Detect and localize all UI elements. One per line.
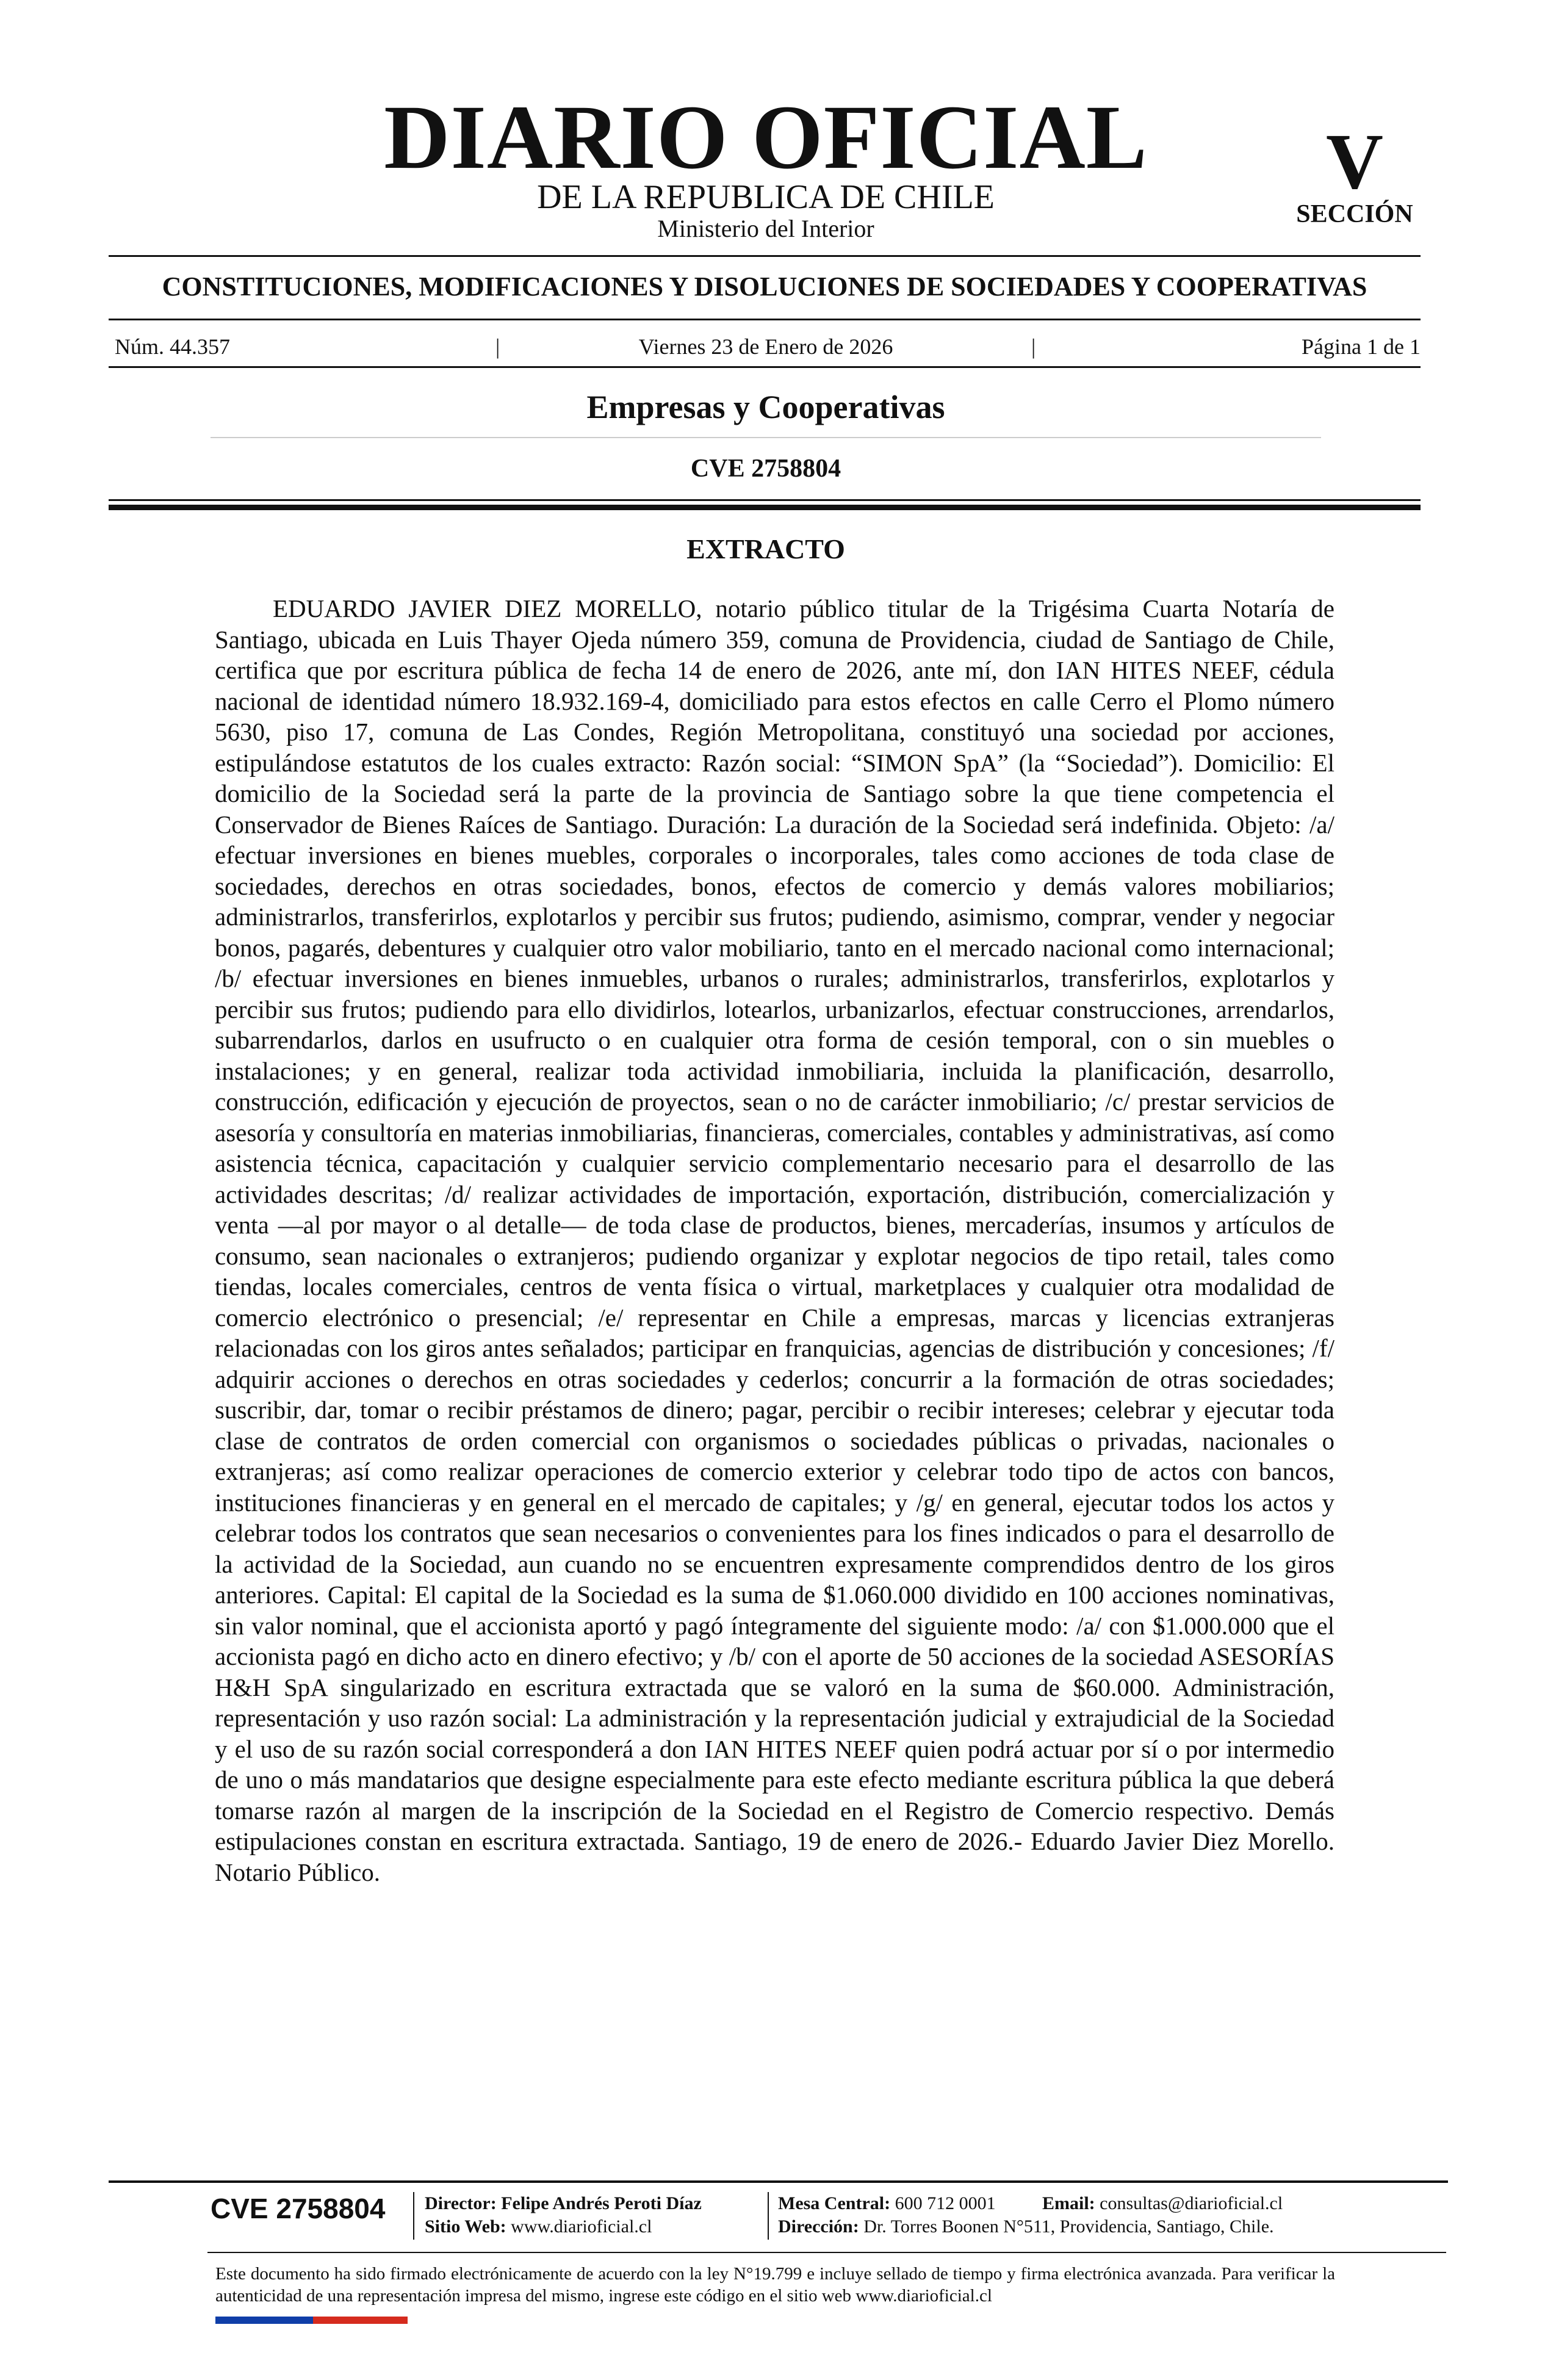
email-link[interactable]: consultas@diarioficial.cl [1100, 2193, 1283, 2213]
footer-separator [768, 2192, 769, 2240]
director-name: Felipe Andrés Peroti Díaz [501, 2193, 702, 2213]
flag-stripe-red [313, 2317, 408, 2324]
flag-stripe-blue [215, 2317, 313, 2324]
issue-separator: | [495, 334, 500, 359]
cve-code: CVE 2758804 [690, 455, 841, 483]
divider-rule [109, 319, 1421, 320]
footer-cve-code: CVE 2758804 [211, 2193, 386, 2224]
category-heading: CONSTITUCIONES, MODIFICACIONES Y DISOLUCIONES DE SOCIEDADES Y COOPERATIVAS [162, 272, 1367, 301]
divider-rule [109, 499, 1421, 501]
divider-rule-thick [109, 505, 1421, 510]
website-link[interactable]: www.diarioficial.cl [511, 2216, 652, 2237]
phone-label: Mesa Central: [778, 2193, 891, 2213]
issue-separator: | [1031, 334, 1036, 359]
footer-website [425, 2218, 652, 2236]
footer-director [425, 2194, 702, 2213]
footer-legal-text: Este documento ha sido firmado electrónicamente de acuerdo con la ley N°19.799 e incluye sellado de tiempo y firma electrónica avanzada. Para verificar la autenticidad de una representación impresa del mismo, ingrese este código en el sitio web www.diarioficial.cl [215, 2264, 1335, 2306]
website-label: Sitio Web: [425, 2216, 506, 2237]
footer-email [1042, 2194, 1283, 2213]
section-label: SECCIÓN [1296, 200, 1413, 228]
section-letter: V [1326, 118, 1383, 206]
footer-rule [109, 2180, 1448, 2183]
document-body: EDUARDO JAVIER DIEZ MORELLO, notario público titular de la Trigésima Cuarta Notaría de Santiago, ubicada en Luis Thayer Ojeda número 359, comuna de Providencia, ciudad de Santiago de Chile, certifica que por escritura pública de fecha 14 de enero de 2026, ante mí, don IAN HITES NEEF, cédula nacional de identidad número 18.932.169-4, domiciliado para estos efectos en calle Cerro el Plomo número 5630, piso 17, comuna de Las Condes, Región Metropolitana, constituyó una sociedad por acciones, estipulándose estatutos de los cuales extracto: Razón social: “SIMON SpA” (la “Sociedad”). Domicilio: El domicilio de la Sociedad será la parte de la provincia de Santiago sobre la que tiene competencia el Conservador de Bienes Raíces de Santiago. Duración: La duración de la Sociedad será indefinida. Objeto: /a/ efectuar inversiones en bienes muebles, corporales o incorporales, tales como acciones de toda clase de sociedades, derechos en otras sociedades, bonos, efectos de comercio y demás valores mobiliarios; administrarlos, transferirlos, explotarlos y percibir sus frutos; pudiendo, asimismo, comprar, vender y negociar bonos, pagarés, debentures y cualquier otro valor mobiliario, tanto en el mercado nacional como internacional; /b/ efectuar inversiones en bienes inmuebles, urbanos o rurales; administrarlos, transferirlos, explotarlos y percibir sus frutos; pudiendo para ello dividirlos, lotearlos, urbanizarlos, efectuar construcciones, arrendarlos, subarrendarlos, darlos en usufructo o en cualquier otra forma de cesión temporal, con o sin muebles o instalaciones; y en general, realizar toda actividad inmobiliaria, incluida la planificación, desarrollo, construcción, edificación y ejecución de proyectos, sean o no de carácter inmobiliario; /c/ prestar servicios de asesoría y consultoría en materias inmobiliarias, financieras, comerciales, contables y administrativas, así como asistencia técnica, capacitación y cualquier servicio complementario necesario para el desarrollo de las actividades descritas; /d/ realizar actividades de importación, exportación, distribución, comercialización y venta —al por mayor o al detalle— de toda clase de productos, bienes, mercaderías, insumos y artículos de consumo, sean nacionales o extranjeros; pudiendo organizar y explotar negocios de tipo retail, tales como tiendas, locales comerciales, centros de venta física o virtual, marketplaces y cualquier otra modalidad de comercio electrónico o presencial; /e/ representar en Chile a empresas, marcas y licencias extranjeras relacionadas con los giros antes señalados; participar en franquicias, agencias de distribución y concesiones; /f/ adquirir acciones o derechos en otras sociedades y cederlos; concurrir a la formación de otras sociedades; suscribir, dar, tomar o recibir préstamos de dinero; pagar, percibir o recibir intereses; celebrar y ejecutar toda clase de contratos de orden comercial con organismos o sociedades públicas o privadas, nacionales o extranjeras; así como realizar operaciones de comercio exterior y celebrar todo tipo de actos con bancos, instituciones financieras y en general en el mercado de capitales; y /g/ en general, ejecutar todos los actos y celebrar todos los contratos que sean necesarios o convenientes para los fines indicados o para el desarrollo de la actividad de la Sociedad, aun cuando no se encuentren expresamente comprendidos dentro de los giros anteriores. Capital: El capital de la Sociedad es la suma de $1.060.000 dividido en 100 acciones nominativas, sin valor nominal, que el accionista aportó y pagó íntegramente del siguiente modo: /a/ con $1.000.000 que el accionista pagó en dicho acto en dinero efectivo; y /b/ con el aporte de 50 acciones de la sociedad ASESORÍAS H&H SpA singularizado en escritura extractada que se valoró en la suma de $60.000. Administración, representación y uso razón social: La administración y la representación judicial y extrajudicial de la Sociedad y el uso de su razón social corresponderá a don IAN HITES NEEF quien podrá actuar por sí o por intermedio de uno o más mandatarios que designe especialmente para este efecto mediante escritura pública la que deberá tomarse razón al margen de la inscripción de la Sociedad en el Registro de Comercio respectivo. Demás estipulaciones constan en escritura extractada. Santiago, 19 de enero de 2026.- Eduardo Javier Diez Morello. Notario Público. [215, 594, 1334, 1886]
issue-date: Viernes 23 de Enero de 2026 [638, 334, 893, 359]
address-value: Dr. Torres Boonen N°511, Providencia, Santiago, Chile. [863, 2216, 1274, 2237]
phone-number: 600 712 0001 [895, 2193, 996, 2213]
document-heading: EXTRACTO [686, 533, 845, 564]
masthead-ministry: Ministerio del Interior [657, 215, 874, 242]
footer-separator [413, 2192, 414, 2240]
masthead-subtitle: DE LA REPUBLICA DE CHILE [537, 178, 995, 216]
masthead-title: DIARIO OFICIAL [384, 87, 1148, 188]
page-indicator: Página 1 de 1 [1302, 334, 1421, 359]
issue-number: Núm. 44.357 [115, 334, 230, 359]
divider-rule [109, 255, 1421, 257]
footer-rule [207, 2252, 1446, 2253]
divider-rule [109, 366, 1421, 368]
footer-phone [778, 2194, 996, 2213]
email-label: Email: [1042, 2193, 1095, 2213]
section-title: Empresas y Cooperativas [586, 389, 945, 425]
director-label: Director: [425, 2193, 497, 2213]
footer-address [778, 2218, 1274, 2236]
address-label: Dirección: [778, 2216, 859, 2237]
title-underline [211, 437, 1321, 438]
